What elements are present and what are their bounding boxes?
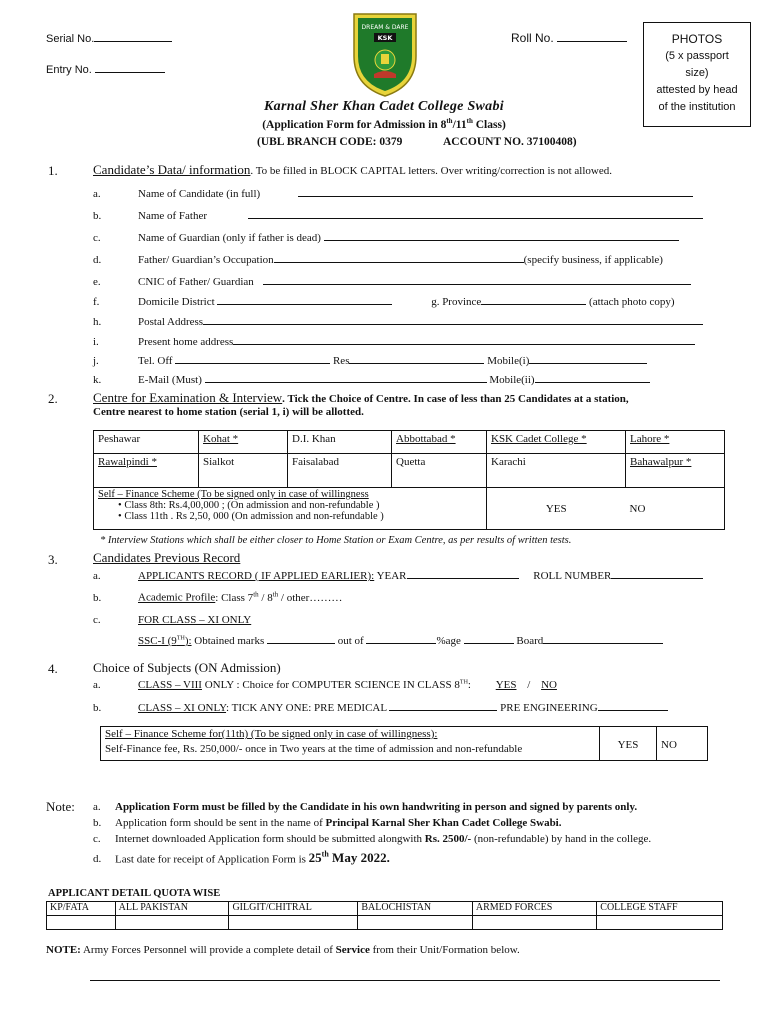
- quota-college-staff[interactable]: COLLEGE STAFF: [597, 902, 723, 916]
- quota-all-pakistan[interactable]: ALL PAKISTAN: [115, 902, 229, 916]
- computer-science-yes[interactable]: YES: [495, 679, 517, 691]
- postal-address-field[interactable]: h. Postal Address: [93, 314, 723, 334]
- self-finance-xi-yes[interactable]: YES: [600, 727, 657, 761]
- section-1-number: 1.: [48, 163, 58, 178]
- centre-kohat[interactable]: Kohat *: [199, 431, 288, 454]
- centre-faisalabad[interactable]: Faisalabad: [288, 454, 392, 488]
- college-name: Karnal Sher Khan Cadet College Swabi: [264, 99, 504, 114]
- roll-no-field[interactable]: Roll No.: [511, 31, 627, 45]
- centre-karachi[interactable]: Karachi: [487, 454, 626, 488]
- photos-box[interactable]: PHOTOS (5 x passport size) attested by head of the institution: [643, 22, 751, 127]
- service-detail-line[interactable]: [90, 980, 720, 981]
- quota-armed-forces[interactable]: ARMED FORCES: [472, 902, 596, 916]
- quota-cell[interactable]: [47, 916, 116, 930]
- present-home-address-field[interactable]: i. Present home address: [93, 334, 723, 353]
- form-subtitle: (Application Form for Admission in 8th/11th Class): [262, 117, 506, 131]
- quota-gilgit-chitral[interactable]: GILGIT/CHITRAL: [229, 902, 358, 916]
- self-finance-yes[interactable]: YES: [487, 488, 626, 530]
- section-3-number: 3.: [48, 552, 58, 567]
- section-2-header: Centre for Examination & Interview. Tick the Choice of Centre. In case of less than 25 Candidates at a station,: [93, 390, 629, 405]
- self-finance-xi-no[interactable]: NO: [657, 727, 708, 761]
- section-4-title: Choice of Subjects (ON Admission): [93, 660, 281, 675]
- centre-bahawalpur[interactable]: Bahawalpur *: [626, 454, 725, 488]
- ssc-marks-field[interactable]: SSC-I (9TH): Obtained marks out of %age Board: [138, 633, 663, 647]
- account-number: ACCOUNT NO. 37100408): [443, 136, 577, 148]
- centre-sialkot[interactable]: Sialkot: [199, 454, 288, 488]
- quota-balochistan[interactable]: BALOCHISTAN: [358, 902, 473, 916]
- quota-cell[interactable]: [358, 916, 473, 930]
- self-finance-scheme-cell: Self – Finance Scheme (To be signed only in case of willingness • Class 8th: Rs.4,00,000 ; (On admission and non-refundable ) • Class 11th . Rs 2,50, 000 (On admission and non-refundable ): [94, 488, 487, 530]
- telephone-field[interactable]: j. Tel. Off Res Mobile(i): [93, 353, 723, 372]
- applicants-record-field[interactable]: a. APPLICANTS RECORD ( IF APPLIED EARLIER): YEAR ROLL NUMBER: [93, 568, 703, 582]
- quota-title: APPLICANT DETAIL QUOTA WISE: [48, 888, 221, 899]
- quota-cell[interactable]: [115, 916, 229, 930]
- quota-table: [46, 901, 723, 930]
- computer-science-no[interactable]: NO: [541, 679, 557, 691]
- exam-centre-table: [93, 430, 725, 530]
- name-of-father-field[interactable]: b. Name of Father: [93, 208, 723, 230]
- self-finance-xi-cell: Self – Finance Scheme for(11th) (To be signed only in case of willingness): Self-Finance fee, Rs. 250,000/- once in Two years at the time of admission and non-refundable: [101, 727, 600, 761]
- svg-text:KSK: KSK: [377, 34, 393, 42]
- quota-cell[interactable]: [229, 916, 358, 930]
- cnic-field[interactable]: e. CNIC of Father/ Guardian: [93, 274, 723, 294]
- centre-rawalpindi[interactable]: Rawalpindi *: [94, 454, 199, 488]
- domicile-province-field[interactable]: f. Domicile District g. Province (attach photo copy): [93, 296, 675, 308]
- class-xi-subject-choice[interactable]: b. CLASS – XI ONLY: TICK ANY ONE: PRE MEDICAL PRE ENGINEERING: [93, 700, 668, 714]
- centre-quetta[interactable]: Quetta: [392, 454, 487, 488]
- note-list: a. Application Form must be filled by the Candidate in his own handwriting in person and signed by parents only. b. Application form should be sent in the name of Principal Karnal Sher Khan Cadet College Swabi. c. Internet downloaded Application form should be submitted alongwith Rs. 2500/- (non-refundable) by hand in the college. d. Last date for receipt of Application Form is 25th May 2022.: [93, 801, 652, 866]
- college-crest-logo: [352, 12, 418, 98]
- email-field[interactable]: k. E-Mail (Must) Mobile(ii): [93, 372, 723, 391]
- centre-abbottabad[interactable]: Abbottabad *: [392, 431, 487, 454]
- interview-station-note: * Interview Stations which shall be either closer to Home Station or Exam Centre, as per results of written tests.: [100, 535, 572, 546]
- self-finance-xi-table: [100, 726, 708, 761]
- name-of-guardian-field[interactable]: c. Name of Guardian (only if father is dead): [93, 230, 723, 252]
- entry-no-field[interactable]: Entry No.: [46, 62, 165, 76]
- quota-cell[interactable]: [597, 916, 723, 930]
- quota-cell[interactable]: [472, 916, 596, 930]
- ubl-branch-code: (UBL BRANCH CODE: 0379: [257, 136, 403, 148]
- academic-profile-field[interactable]: b. Academic Profile: Class 7th / 8th / other………: [93, 590, 343, 604]
- quota-kp-fata[interactable]: KP/FATA: [47, 902, 116, 916]
- centre-peshawar[interactable]: Peshawar: [94, 431, 199, 454]
- centre-lahore[interactable]: Lahore *: [626, 431, 725, 454]
- section-1-items: [93, 186, 723, 391]
- self-finance-no[interactable]: NO: [626, 488, 725, 530]
- computer-science-choice: a. CLASS – VIII ONLY : Choice for COMPUTER SCIENCE IN CLASS 8TH: YES / NO: [93, 679, 557, 691]
- class-xi-only-label: c. FOR CLASS – XI ONLY: [93, 614, 252, 626]
- section-3-title: Candidates Previous Record: [93, 550, 241, 565]
- section-1-header: Candidate’s Data/ information. To be filled in BLOCK CAPITAL letters. Over writing/correction is not allowed.: [93, 162, 612, 177]
- centre-ksk-cadet-college[interactable]: KSK Cadet College *: [487, 431, 626, 454]
- guardian-occupation-field[interactable]: d. Father/ Guardian’s Occupation (specify business, if applicable): [93, 254, 663, 266]
- centre-di-khan[interactable]: D.I. Khan: [288, 431, 392, 454]
- note-label: Note:: [46, 799, 75, 814]
- serial-no-field[interactable]: Serial No.: [46, 31, 172, 45]
- section-2-number: 2.: [48, 391, 58, 406]
- footer-note: NOTE: Army Forces Personnel will provide a complete detail of Service from their Unit/Formation below.: [46, 944, 520, 956]
- name-of-candidate-field[interactable]: a. Name of Candidate (in full): [93, 186, 723, 208]
- section-2-instruction: Centre nearest to home station (serial 1, i) will be allotted.: [93, 406, 364, 418]
- section-4-number: 4.: [48, 661, 58, 676]
- svg-text:DREAM & DARE: DREAM & DARE: [361, 24, 409, 31]
